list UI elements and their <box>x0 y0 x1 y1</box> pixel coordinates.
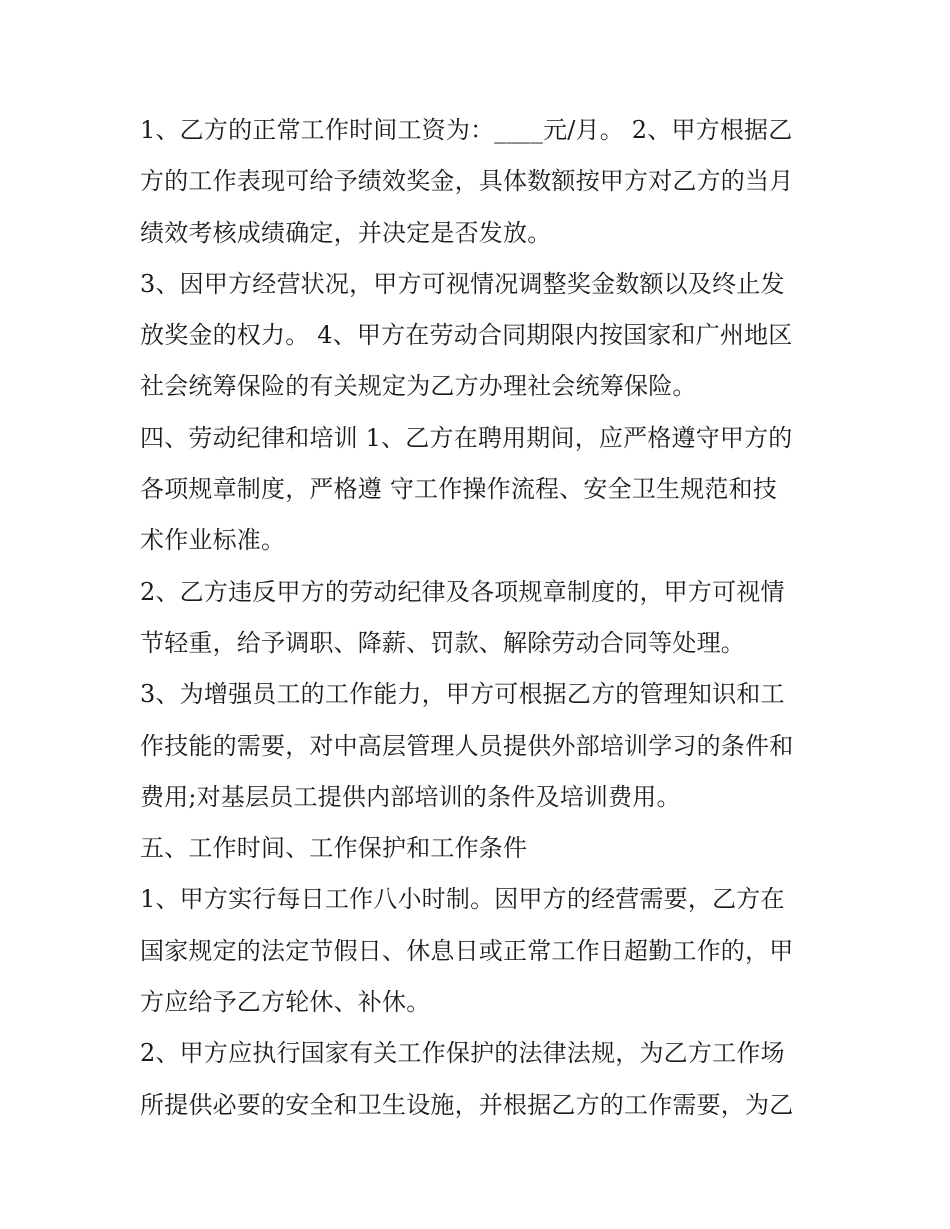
text-line: 四、劳动纪律和培训 1、乙方在聘用期间，应严格遵守甲方的 <box>140 423 793 452</box>
text-line: 节轻重，给予调职、降薪、罚款、解除劳动合同等处理。 <box>140 628 745 657</box>
text-line: 方的工作表现可给予绩效奖金，具体数额按甲方对乙方的当月 <box>140 167 794 196</box>
text-line: 费用;对基层员工提供内部培训的条件及培训费用。 <box>140 782 681 811</box>
document-body <box>140 105 820 1131</box>
text-line: 放奖金的权力。 4、甲方在劳动合同期限内按国家和广州地区 <box>140 321 793 350</box>
text-line: 3、为增强员工的工作能力，甲方可根据乙方的管理知识和工 <box>140 680 785 709</box>
text-line: 绩效考核成绩确定，并决定是否发放。 <box>140 218 552 247</box>
text-line: 1、甲方实行每日工作八小时制。因甲方的经营需要，乙方在 <box>140 885 785 914</box>
text-line: 作技能的需要，对中高层管理人员提供外部培训学习的条件和 <box>140 731 794 760</box>
text-line: 3、因甲方经营状况，甲方可视情况调整奖金数额以及终止发 <box>140 269 785 298</box>
text-line: 2、乙方违反甲方的劳动纪律及各项规章制度的，甲方可视情 <box>140 577 785 606</box>
text-line: 2、甲方应执行国家有关工作保护的法律法规，为乙方工作场 <box>140 1039 785 1068</box>
text-line: 方应给予乙方轮休、补休。 <box>140 988 431 1017</box>
text-line: 社会统筹保险的有关规定为乙方办理社会统筹保险。 <box>140 372 697 401</box>
section-heading: 五、工作时间、工作保护和工作条件 <box>140 834 528 863</box>
text-line: 1、乙方的正常工作时间工资为：____元/月。 2、甲方根据乙 <box>140 116 793 144</box>
text-line: 所提供必要的安全和卫生设施，并根据乙方的工作需要，为乙 <box>140 1090 794 1119</box>
text-line: 国家规定的法定节假日、休息日或正常工作日超勤工作的，甲 <box>140 936 794 965</box>
text-line: 各项规章制度，严格遵 守工作操作流程、安全卫生规范和技 <box>140 475 778 504</box>
text-line: 术作业标准。 <box>140 526 286 555</box>
